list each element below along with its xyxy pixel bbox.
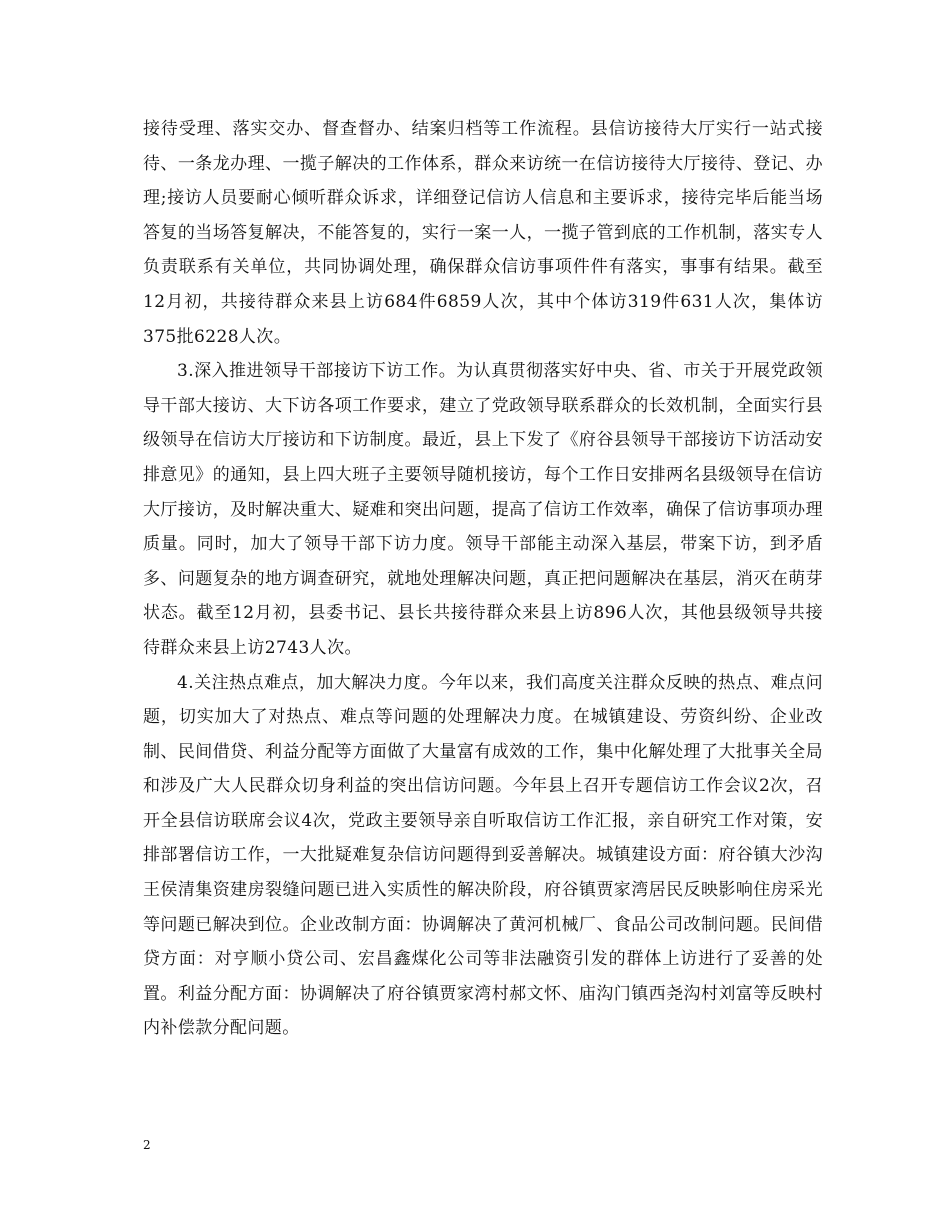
paragraph-hotspot-issues: 4.关注热点难点，加大解决力度。今年以来，我们高度关注群众反映的热点、难点问题，切实加大了对热点、难点等问题的处理解决力度。在城镇建设、劳资纠纷、企业改制、民间借贷、利益分配等方面做了大量富有成效的工作，集中化解处理了大批事关全局和涉及广大人民群众切身利益的突出信访问题。今年县上召开专题信访工作会议2次，召开全县信访联席会议4次，党政主要领导亲自听取信访工作汇报，亲自研究工作对策，安排部署信访工作，一大批疑难复杂信访问题得到妥善解决。城镇建设方面：府谷镇大沙沟王侯清集资建房裂缝问题已进入实质性的解决阶段，府谷镇贾家湾居民反映影响住房采光等问题已解决到位。企业改制方面：协调解决了黄河机械厂、食品公司改制问题。民间借贷方面：对亨顺小贷公司、宏昌鑫煤化公司等非法融资引发的群体上访进行了妥善的处置。利益分配方面：协调解决了府谷镇贾家湾村郝文怀、庙沟门镇西尧沟村刘富等反映村内补偿款分配问题。 bbox=[143, 672, 823, 1039]
page-number: 2 bbox=[143, 1138, 151, 1152]
paragraph-continuation: 接待受理、落实交办、督查督办、结案归档等工作流程。县信访接待大厅实行一站式接待、一条龙办理、一揽子解决的工作体系，群众来访统一在信访接待大厅接待、登记、办理;接访人员要耐心倾听群众诉求，详细登记信访人信息和主要诉求，接待完毕后能当场答复的当场答复解决，不能答复的，实行一案一人，一揽子管到底的工作机制，落实专人负责联系有关单位，共同协调处理，确保群众信访事项件件有落实，事事有结果。截至12月初，共接待群众来县上访684件6859人次，其中个体访319件631人次，集体访375批6228人次。 bbox=[143, 119, 823, 347]
document-body bbox=[143, 112, 823, 1046]
paragraph-leader-visits: 3.深入推进领导干部接访下访工作。为认真贯彻落实好中央、省、市关于开展党政领导干部大接访、大下访各项工作要求，建立了党政领导联系群众的长效机制，全面实行县级领导在信访大厅接访和下访制度。最近，县上下发了《府谷县领导干部接访下访活动安排意见》的通知，县上四大班子主要领导随机接访，每个工作日安排两名县级领导在信访大厅接访，及时解决重大、疑难和突出问题，提高了信访工作效率，确保了信访事项办理质量。同时，加大了领导干部下访力度。领导干部能主动深入基层，带案下访，到矛盾多、问题复杂的地方调查研究，就地处理解决问题，真正把问题解决在基层，消灭在萌芽状态。截至12月初，县委书记、县长共接待群众来县上访896人次，其他县级领导共接待群众来县上访2743人次。 bbox=[143, 361, 823, 658]
